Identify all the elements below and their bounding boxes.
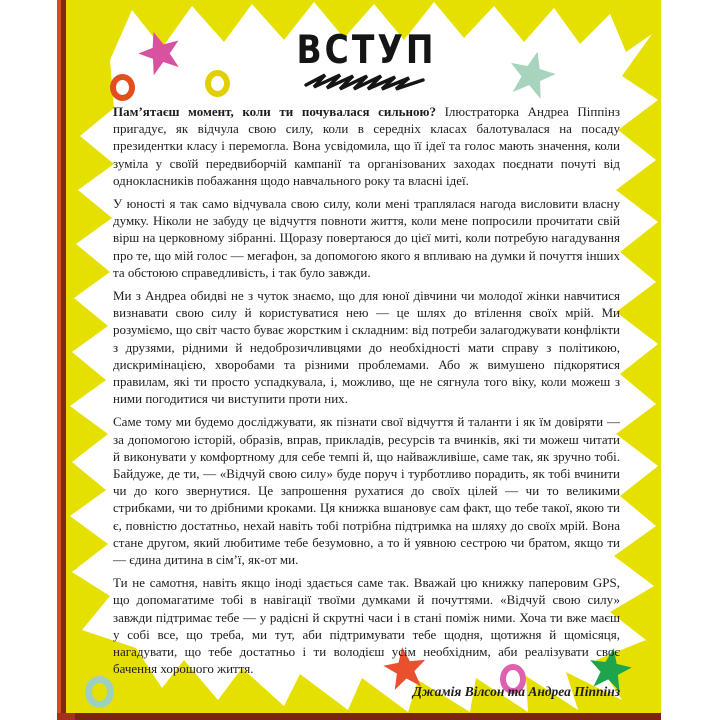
book-spine-bottom-edge <box>57 713 661 720</box>
authors-signature: Джамія Вілсон та Андреа Піппінз <box>412 683 620 699</box>
paragraph-lead: Пам’ятаєш момент, коли ти почувалася сильною? <box>113 104 436 119</box>
body-text <box>113 103 620 678</box>
paragraph: Саме тому ми будемо досліджувати, як пізнати свої відчуття й таланти і як їм довіряти — за допомогою історій, образів, вправ, прикладів, ресурсів та вчинків, які ти можеш читати й виконувати у комфортному для себе темпі й, що найважливіше, саме так, як зручно тобі. Байдуже, де ти, — «Відчуй свою силу» буде поруч і турботливо порадить, як тобі вчинити чи до кого звернутися. Це запрошення рухатися до своїх цілей — чи то великими стрибками, чи то дрібними кроками. Ця книжка вшановує сам факт, що тебе такої, якою ти є, повністю достатньо, нехай навіть тобі потрібна підтримка на шляху до своїх мрій. Вона стане другом, який любитиме тебе безумовно, а то й уявною сестрою чи братом, якщо ти — єдина дитина в сім’ї, як-от ми. <box>113 414 620 568</box>
paragraph: Ти не самотня, навіть якщо іноді здається саме так. Вважай цю книжку паперовим GPS, що допомагатиме тобі в навігації твоїми думками й почуттями. «Відчуй свою силу» завжди підтримає тебе — у радісні й скрутні часи і в стані поміж ними. Хоча ти вже маєш у собі все, що треба, ми тут, аби підтримувати тебе щодня, щотижня й щомісяця, нагадувати, що тебе достатньо і ти володієш усім необхідним, аби реалізувати своє бачення хорошого життя. <box>113 575 620 677</box>
paragraph: У юності я так само відчувала свою силу, коли мені траплялася нагода висловити власну думку. Ніколи не забуду це відчуття повноти життя, коли мене попросили прочитати свій вірш на церковному зібранні. Щоразу повертаюся до цієї миті, коли потребую нагадування про те, що мій голос — мегафон, за допомогою якого я впливаю на думки й почуття інших та обстоюю справедливість, і так було завжди. <box>113 196 620 280</box>
yellow-page-background <box>66 0 661 713</box>
book-spine-left-edge <box>57 0 66 720</box>
teal-ring-icon <box>85 676 114 708</box>
page-content <box>113 0 620 700</box>
paragraph: Ми з Андреа обидві не з чуток знаємо, що для юної дівчини чи молодої жінки навчитися визнавати свою силу й користуватися нею — це шлях до втілення своїх мрій. Ми розуміємо, що світ часто буває жорстким і складним: від потреби залагоджувати конфлікти з друзями, рідними й недоброзичливцями до необхідності мати справу з політикою, дискримінацією, хворобами та різними проблемами. Або ж вимушено підкорятися правилам, які ти просто успадкувала, і, можливо, ще не сягнула того віку, коли можеш з ними погодитися чи виступити проти них. <box>113 288 620 407</box>
zigzag-underline-icon <box>301 71 433 91</box>
paragraph: Пам’ятаєш момент, коли ти почувалася сильною? Ілюстраторка Андреа Піппінз пригадує, як відчула свою силу, коли в середніх класах балотувалася на посаду президентки класу і перемогла. Вона усвідомила, що її ідеї та голос мають значення, коли зуміла у своїй передвиборчій кампанії та організованих заходах поєднати почуті від однокласників побажання щодо навчального року та власні ідеї. <box>113 104 620 188</box>
page-title: ВСТУП <box>296 26 437 73</box>
